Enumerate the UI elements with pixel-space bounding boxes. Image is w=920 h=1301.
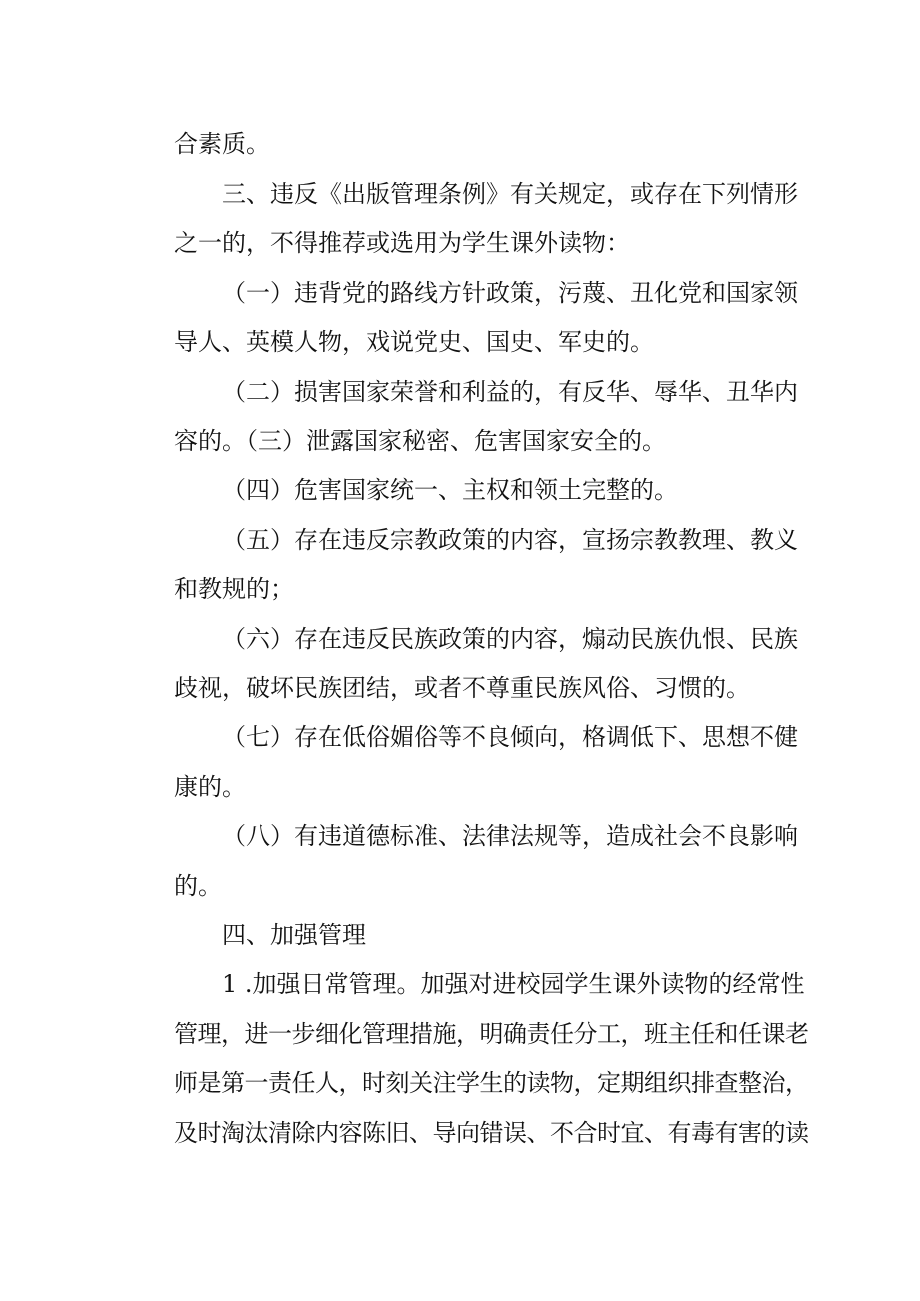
list-item-line: （五）存在违反宗教政策的内容，宣扬宗教教理、教义 xyxy=(222,526,798,554)
list-item-line: （一）违背党的路线方针政策，污蔑、丑化党和国家领 xyxy=(222,279,798,307)
paragraph-line: 歧视，破坏民族团结，或者不尊重民族风俗、习惯的。 xyxy=(174,674,750,702)
paragraph-line: 之一的，不得推荐或选用为学生课外读物： xyxy=(174,229,630,257)
paragraph-line: 的。 xyxy=(174,872,222,900)
paragraph-line: 容的。（三）泄露国家秘密、危害国家安全的。 xyxy=(174,427,666,455)
section-heading-line: 三、违反《出版管理条例》有关规定，或存在下列情形 xyxy=(222,180,798,208)
paragraph-line: 和教规的； xyxy=(174,575,294,603)
list-item-line: （六）存在违反民族政策的内容，煽动民族仇恨、民族 xyxy=(222,625,798,653)
list-item-line: （四）危害国家统一、主权和领土完整的。 xyxy=(222,476,678,504)
paragraph-line: 康的。 xyxy=(174,773,246,801)
section-heading-line: 四、加强管理 xyxy=(222,921,366,949)
list-item-line: （二）损害国家荣誉和利益的，有反华、辱华、丑华内 xyxy=(222,378,798,406)
paragraph-line: 师是第一责任人，时刻关注学生的读物，定期组织排查整治， xyxy=(174,1069,809,1097)
list-item-line: （七）存在低俗媚俗等不良倾向，格调低下、思想不健 xyxy=(222,723,798,751)
paragraph-line: 导人、英模人物，戏说党史、国史、军史的。 xyxy=(174,328,654,356)
paragraph-line: 及时淘汰清除内容陈旧、导向错误、不合时宜、有毒有害的读 xyxy=(174,1119,809,1147)
paragraph-line: 合素质。 xyxy=(174,130,270,158)
paragraph-line: 管理，进一步细化管理措施，明确责任分工，班主任和任课老 xyxy=(174,1020,809,1048)
list-item-line: （八）有违道德标准、法律法规等，造成社会不良影响 xyxy=(222,822,798,850)
list-item-line: 1 .加强日常管理。加强对进校园学生课外读物的经常性 xyxy=(222,970,805,998)
